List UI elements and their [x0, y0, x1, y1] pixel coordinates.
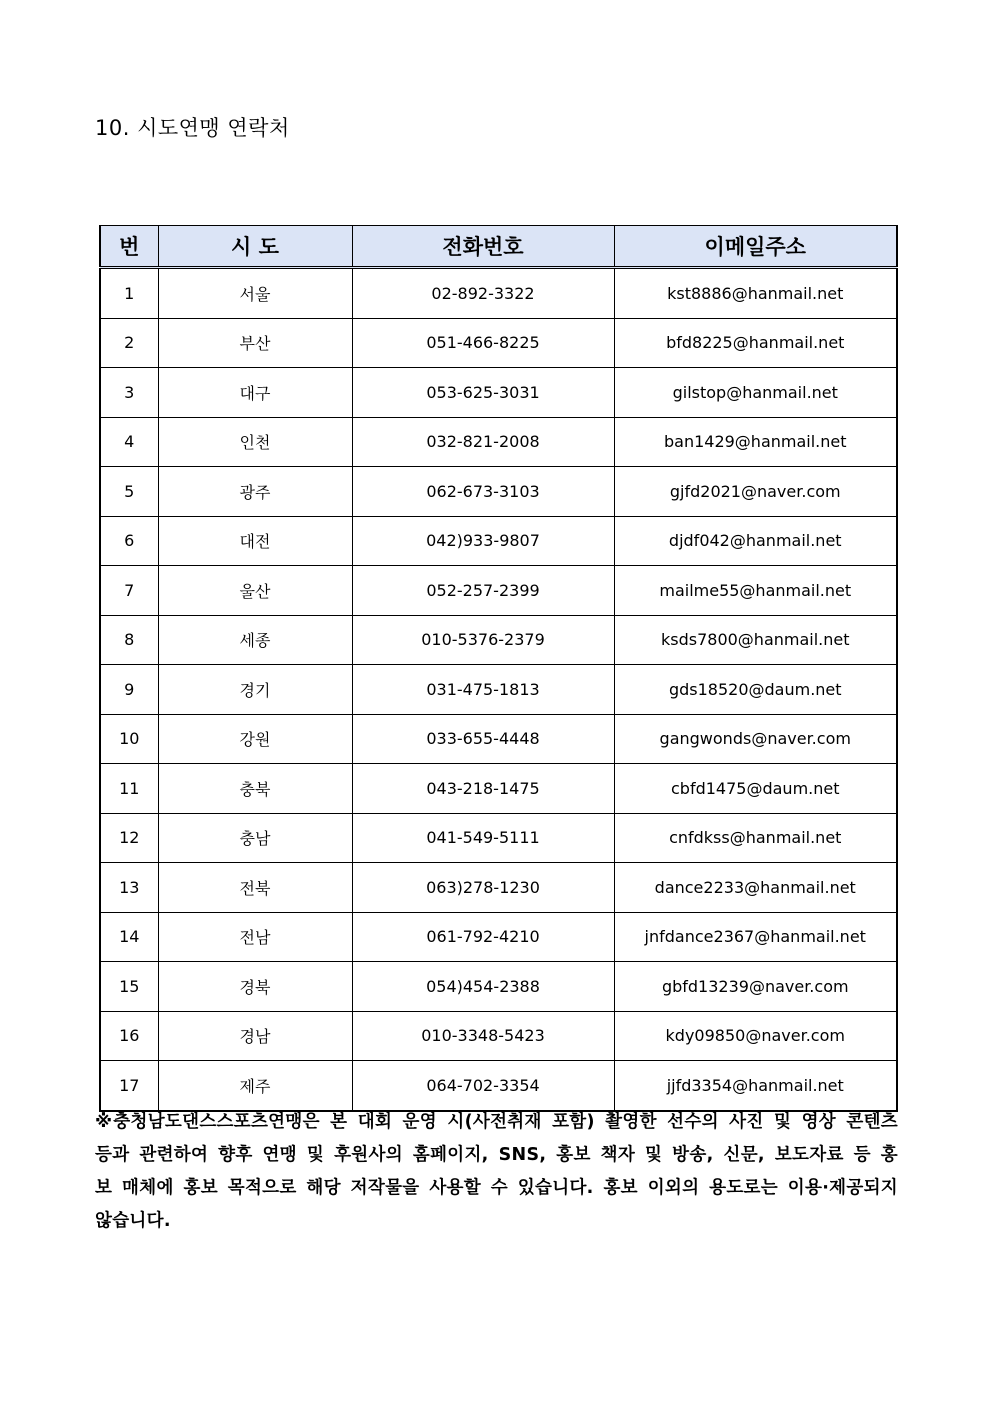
- cell-phone: 010-5376-2379: [352, 615, 614, 665]
- cell-email: cbfd1475@daum.net: [614, 764, 897, 814]
- cell-email: jnfdance2367@hanmail.net: [614, 912, 897, 962]
- table-row: [100, 863, 897, 913]
- cell-region: 강원: [158, 714, 352, 764]
- table-row: [100, 912, 897, 962]
- cell-phone: 051-466-8225: [352, 318, 614, 368]
- header-region: 시 도: [158, 226, 352, 268]
- cell-phone: 064-702-3354: [352, 1061, 614, 1111]
- cell-region: 전북: [158, 863, 352, 913]
- cell-number: 9: [100, 665, 158, 715]
- cell-phone: 032-821-2008: [352, 417, 614, 467]
- cell-region: 인천: [158, 417, 352, 467]
- cell-region: 충북: [158, 764, 352, 814]
- cell-region: 제주: [158, 1061, 352, 1111]
- table-row: [100, 1011, 897, 1061]
- table-row: [100, 318, 897, 368]
- table-row: [100, 268, 897, 319]
- cell-region: 서울: [158, 268, 352, 319]
- cell-region: 대구: [158, 368, 352, 418]
- cell-region: 세종: [158, 615, 352, 665]
- header-email: 이메일주소: [614, 226, 897, 268]
- table-row: [100, 467, 897, 517]
- cell-region: 경북: [158, 962, 352, 1012]
- cell-phone: 063)278-1230: [352, 863, 614, 913]
- table-row: [100, 764, 897, 814]
- cell-number: 1: [100, 268, 158, 319]
- cell-email: kst8886@hanmail.net: [614, 268, 897, 319]
- contacts-table: [99, 225, 898, 1112]
- cell-phone: 053-625-3031: [352, 368, 614, 418]
- cell-number: 7: [100, 566, 158, 616]
- cell-email: djdf042@hanmail.net: [614, 516, 897, 566]
- cell-region: 대전: [158, 516, 352, 566]
- cell-region: 경기: [158, 665, 352, 715]
- cell-phone: 042)933-9807: [352, 516, 614, 566]
- cell-phone: 041-549-5111: [352, 813, 614, 863]
- cell-region: 광주: [158, 467, 352, 517]
- cell-email: ksds7800@hanmail.net: [614, 615, 897, 665]
- table-row: [100, 665, 897, 715]
- cell-number: 16: [100, 1011, 158, 1061]
- table-row: [100, 813, 897, 863]
- cell-phone: 061-792-4210: [352, 912, 614, 962]
- table-row: [100, 714, 897, 764]
- header-phone: 전화번호: [352, 226, 614, 268]
- cell-number: 6: [100, 516, 158, 566]
- cell-phone: 033-655-4448: [352, 714, 614, 764]
- table-row: [100, 962, 897, 1012]
- cell-phone: 062-673-3103: [352, 467, 614, 517]
- cell-email: jjfd3354@hanmail.net: [614, 1061, 897, 1111]
- cell-region: 전남: [158, 912, 352, 962]
- table-row: [100, 417, 897, 467]
- cell-email: gilstop@hanmail.net: [614, 368, 897, 418]
- cell-region: 부산: [158, 318, 352, 368]
- cell-number: 4: [100, 417, 158, 467]
- cell-phone: 010-3348-5423: [352, 1011, 614, 1061]
- cell-number: 3: [100, 368, 158, 418]
- cell-number: 15: [100, 962, 158, 1012]
- cell-email: gangwonds@naver.com: [614, 714, 897, 764]
- cell-email: gjfd2021@naver.com: [614, 467, 897, 517]
- cell-region: 충남: [158, 813, 352, 863]
- table-row: [100, 368, 897, 418]
- cell-number: 8: [100, 615, 158, 665]
- table-row: [100, 566, 897, 616]
- cell-phone: 031-475-1813: [352, 665, 614, 715]
- cell-region: 경남: [158, 1011, 352, 1061]
- cell-phone: 054)454-2388: [352, 962, 614, 1012]
- cell-number: 2: [100, 318, 158, 368]
- cell-email: gbfd13239@naver.com: [614, 962, 897, 1012]
- cell-email: kdy09850@naver.com: [614, 1011, 897, 1061]
- cell-region: 울산: [158, 566, 352, 616]
- cell-email: mailme55@hanmail.net: [614, 566, 897, 616]
- usage-notice: ※충청남도댄스스포츠연맹은 본 대회 운영 시(사전취재 포함) 촬영한 선수의 사진 및 영상 콘텐츠 등과 관련하여 향후 연맹 및 후원사의 홈페이지, SNS, 홍보 책자 및 방송, 신문, 보도자료 등 홍보 매체에 홍보 목적으로 해당 저작물을 사용할 수 있습니다. 홍보 이외의 용도로는 이용·제공되지 않습니다.: [95, 1112, 898, 1231]
- header-number: 번: [100, 226, 158, 268]
- cell-number: 14: [100, 912, 158, 962]
- cell-email: dance2233@hanmail.net: [614, 863, 897, 913]
- cell-email: cnfdkss@hanmail.net: [614, 813, 897, 863]
- cell-email: bfd8225@hanmail.net: [614, 318, 897, 368]
- cell-phone: 02-892-3322: [352, 268, 614, 319]
- cell-email: ban1429@hanmail.net: [614, 417, 897, 467]
- cell-phone: 052-257-2399: [352, 566, 614, 616]
- cell-number: 5: [100, 467, 158, 517]
- cell-phone: 043-218-1475: [352, 764, 614, 814]
- table-row: [100, 615, 897, 665]
- cell-number: 17: [100, 1061, 158, 1111]
- section-heading: 10. 시도연맹 연락처: [95, 116, 290, 140]
- table-header-row: [100, 226, 897, 268]
- cell-number: 10: [100, 714, 158, 764]
- table-row: [100, 1061, 897, 1111]
- cell-number: 11: [100, 764, 158, 814]
- contacts-table-container: [99, 225, 896, 1112]
- table-row: [100, 516, 897, 566]
- cell-number: 13: [100, 863, 158, 913]
- cell-number: 12: [100, 813, 158, 863]
- cell-email: gds18520@daum.net: [614, 665, 897, 715]
